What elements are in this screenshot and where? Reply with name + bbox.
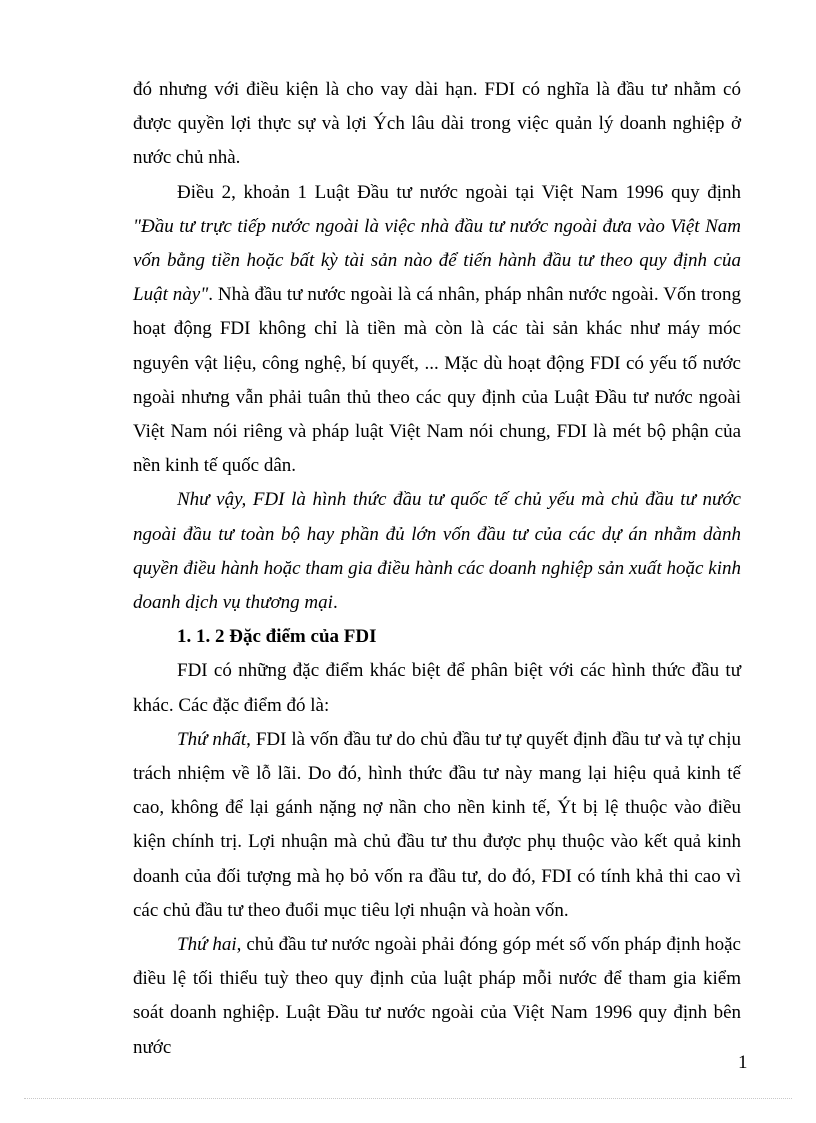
paragraph-intro: Điều 2, khoản 1 Luật Đầu tư nước ngoài tại Việt Nam 1996 quy định: [177, 181, 741, 203]
summary-italic-text: Như vậy, FDI là hình thức đầu tư quốc tế chủ yếu mà chủ đầu tư nước ngoài đầu tư toàn bộ hay phần đủ lớn vốn đầu tư của các dự án nhằm dành quyền điều hành hoặc tham gia điều hành các doanh nghiệp sản xuất hoặc kinh doanh dịch vụ thương mại: [133, 489, 741, 614]
paragraph-continuation: đó nhưng với điều kiện là cho vay dài hạn. FDI có nghĩa là đầu tư nhằm có được quyền lợi thực sự và lợi Ých lâu dài trong việc quản lý doanh nghiệp ở nước chủ nhà.: [133, 79, 741, 169]
summary-end-punct: .: [332, 592, 338, 614]
page-number: 1: [738, 1052, 748, 1073]
page-bottom-divider: [24, 1098, 792, 1099]
second-feature-lead: Thứ hai: [177, 934, 237, 956]
paragraph-summary: [133, 483, 741, 620]
paragraph-article-2: [133, 176, 741, 484]
first-feature-text: , FDI là vốn đầu tư do chủ đầu tư tự quyết định đầu tư và tự chịu trách nhiệm về lỗ lãi. Do đó, hình thức đầu tư này mang lại hiệu quả kinh tế cao, không để lại gánh nặng nợ nần cho nền kinh tế, Ýt bị lệ thuộc vào điều kiện chính trị. Lợi nhuận mà chủ đầu tư thu được phụ thuộc vào kết quả kinh doanh của đối tượng mà họ bỏ vốn ra đầu tư, do đó, FDI có tính khả thi cao vì các chủ đầu tư theo đuổi mục tiêu lợi nhuận và hoàn vốn.: [133, 728, 741, 921]
first-feature-lead: Thứ nhất: [177, 728, 247, 750]
document-body: [133, 73, 741, 1065]
second-feature-text: , chủ đầu tư nước ngoài phải đóng góp mét số vốn pháp định hoặc điều lệ tối thiểu tuỳ theo quy định của luật pháp mỗi nước để tham gia kiểm soát doanh nghiệp. Luật Đầu tư nước ngoài của Việt Nam 1996 quy định bên nước: [133, 934, 741, 1058]
paragraph-first-feature: [133, 723, 741, 928]
paragraph-second-feature: [133, 928, 741, 1065]
legal-quote: "Đầu tư trực tiếp nước ngoài là việc nhà đầu tư nước ngoài đưa vào Việt Nam vốn bằng tiền hoặc bất kỳ tài sản nào để tiến hành đầu tư theo quy định của Luật này": [133, 215, 741, 306]
paragraph-features-intro: FDI có những đặc điểm khác biệt để phân biệt với các hình thức đầu tư khác. Các đặc điểm đó là:: [133, 660, 741, 716]
paragraph-rest: . Nhà đầu tư nước ngoài là cá nhân, pháp nhân nước ngoài. Vốn trong hoạt động FDI không chỉ là tiền mà còn là các tài sản khác như máy móc nguyên vật liệu, công nghệ, bí quyết, ... Mặc dù hoạt động FDI có yếu tố nước ngoài nhưng vẫn phải tuân thủ theo các quy định của Luật Đầu tư nước ngoài Việt Nam nói riêng và pháp luật Việt Nam nói chung, FDI là mét bộ phận của nền kinh tế quốc dân.: [133, 284, 741, 477]
section-heading: 1. 1. 2 Đặc điểm của FDI: [177, 626, 377, 648]
